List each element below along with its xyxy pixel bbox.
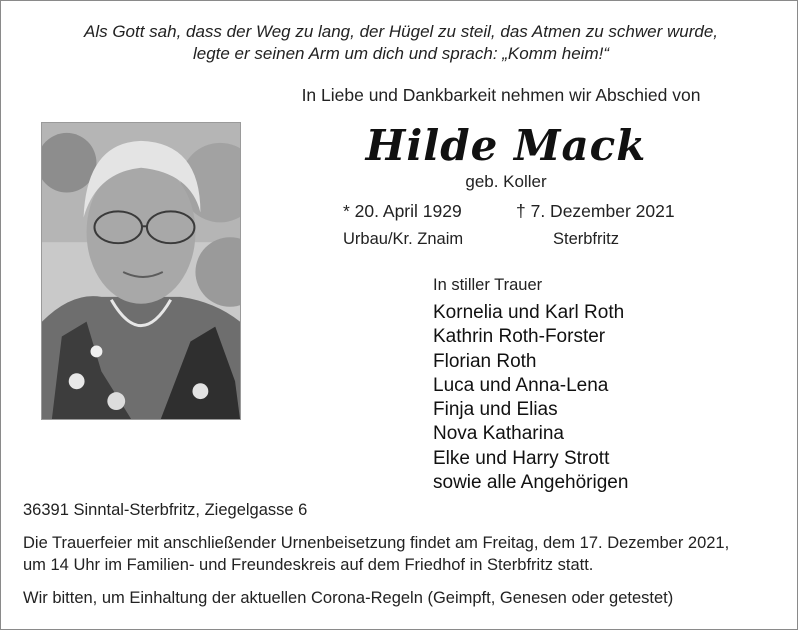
- mourner-name: Finja und Elias: [433, 399, 558, 421]
- intro-text: In Liebe und Dankbarkeit nehmen wir Abschied von: [301, 85, 701, 105]
- ceremony-line: um 14 Uhr im Familien- und Freundeskreis auf dem Friedhof in Sterbfritz statt.: [23, 556, 594, 574]
- mourner-name: Elke und Harry Strott: [433, 447, 610, 469]
- mourning-label: In stiller Trauer: [433, 276, 543, 294]
- birth-date: * 20. April 1929: [343, 201, 462, 221]
- poem-line: legte er seinen Arm um dich und sprach: „Komm heim!“: [192, 44, 610, 63]
- ceremony-line: Die Trauerfeier mit anschließender Urnenbeisetzung findet am Freitag, dem 17. Dezember 2021,: [23, 534, 730, 552]
- mourner-name: Florian Roth: [433, 350, 537, 372]
- death-place: Sterbfritz: [553, 230, 620, 248]
- corona-notice: Wir bitten, um Einhaltung der aktuellen Corona-Regeln (Geimpft, Genesen oder getestet): [23, 589, 674, 607]
- birth-name: geb. Koller: [465, 172, 547, 191]
- deceased-name: Hilde Mack: [365, 121, 647, 170]
- death-date: † 7. Dezember 2021: [516, 201, 675, 221]
- poem: [41, 21, 761, 65]
- ceremony-info: [23, 532, 783, 576]
- family-address: 36391 Sinntal-Sterbfritz, Ziegelgasse 6: [23, 501, 308, 519]
- birth-place: Urbau/Kr. Znaim: [343, 230, 464, 248]
- mourner-name: Kornelia und Karl Roth: [433, 302, 625, 323]
- mourner-name: Kathrin Roth-Forster: [433, 326, 606, 348]
- portrait-photo-image: [42, 123, 240, 419]
- mourner-name: Nova Katharina: [433, 423, 564, 445]
- mourners-list: [433, 301, 628, 495]
- poem-line: Als Gott sah, dass der Weg zu lang, der Hügel zu steil, das Atmen zu schwer wurde,: [83, 22, 719, 41]
- mourner-name: Luca und Anna-Lena: [433, 374, 609, 396]
- portrait-photo: [41, 122, 241, 420]
- mourner-name: sowie alle Angehörigen: [433, 472, 629, 494]
